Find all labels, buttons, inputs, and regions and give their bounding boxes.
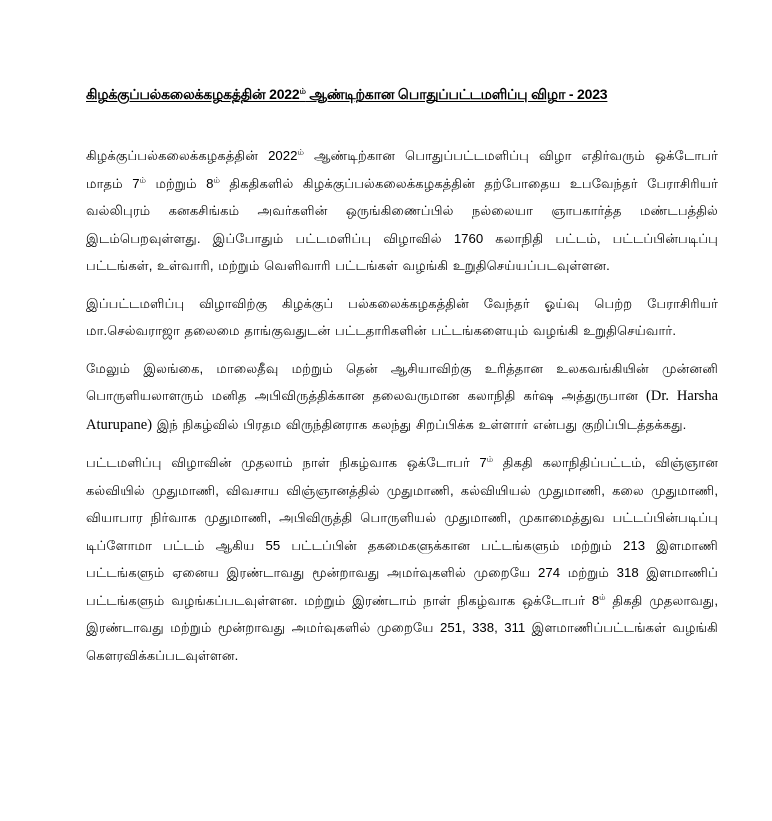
title-text-main: கிழக்குப்பல்கலைக்கழகத்தின் 2022	[86, 86, 300, 102]
p3-guest-name-latin: (Dr. Harsha Aturupane)	[86, 388, 718, 433]
p1-sup-c: ம்	[213, 175, 220, 185]
p1-text-b: ஆண்டிற்கான பொதுப்பட்டமளிப்பு விழா எதிர்வரும் ஒக்டோபர் மாதம் 7	[86, 148, 718, 191]
paragraph-3	[86, 355, 718, 440]
p4-text-c: திகதி முதலாவது, இரண்டாவது மற்றும் மூன்றாவது அமர்வுகளில் முறையே 251, 338, 311 இளமாணிப்பட்டங்கள் வழங்கி கௌரவிக்கப்படவுள்ளன.	[86, 592, 719, 663]
paragraph-1	[86, 142, 718, 280]
paragraph-4	[86, 449, 718, 669]
p4-text-b: திகதி கலாநிதிப்பட்டம், விஞ்ஞான கல்வியில் முதுமாணி, விவசாய விஞ்ஞானத்தில் முதுமாணி, கல்வியியல் முதுமாணி, கலை முதுமாணி, வியாபார நிர்வாக முதுமாணி, அபிவிருத்தி பொருளியல் முதுமாணி, முகாமைத்துவ பட்டப்பின்படிப்பு டிப்ளோமா பட்டம் ஆகிய 55 பட்டப்பின் தகமைகளுக்கான பட்டங்களும் மற்றும் 213 இளமாணி பட்டங்களும் ஏனைய இரண்டாவது மூன்றாவது அமர்வுகளில் முறையே 274 மற்றும் 318 இளமாணிப் பட்டங்களும் வழங்கப்படவுள்ளன. மற்றும் இரண்டாம் நாள் நிகழ்வாக ஒக்டோபர் 8	[86, 455, 718, 608]
p2-text: இப்பட்டமளிப்பு விழாவிற்கு கிழக்குப் பல்கலைக்கழகத்தின் வேந்தர் ஓய்வு பெற்ற பேராசிரியர் மா.செல்வராஜா தலைமை தாங்குவதுடன் பட்டதாரிகளின் பட்டங்களையும் வழங்கி உறுதிசெய்வார்.	[86, 295, 718, 338]
p4-sup-a: ம்	[486, 454, 494, 464]
title-superscript: ம்	[299, 86, 306, 96]
document-title	[86, 84, 718, 104]
p1-text-c: மற்றும் 8	[145, 175, 214, 191]
p1-sup-a: ம்	[297, 147, 304, 157]
title-text-rest: ஆண்டிற்கான பொதுப்பட்டமளிப்பு விழா - 2023	[305, 86, 608, 102]
p3-text-b: இந் நிகழ்வில் பிரதம விருந்தினராக கலந்து சிறப்பிக்க உள்ளார் என்பது குறிப்பிடத்தக்கது.	[152, 416, 687, 432]
p4-sup-b: ம்	[599, 592, 606, 602]
paragraph-2	[86, 290, 718, 345]
p4-text-a: பட்டமளிப்பு விழாவின் முதலாம் நாள் நிகழ்வாக ஒக்டோபர் 7	[86, 455, 487, 470]
p1-text-a: கிழக்குப்பல்கலைக்கழகத்தின் 2022	[86, 148, 298, 163]
p1-text-d: திகதிகளில் கிழக்குப்பல்கலைக்கழகத்தின் தற்போதைய உபவேந்தர் பேராசிரியர் வல்லிபுரம் கனகசிங்கம் அவர்களின் ஒருங்கிணைப்பில் நல்லையா ஞாபகார்த்த மண்டபத்தில் இடம்பெறவுள்ளது. இப்போதும் பட்டமளிப்பு விழாவில் 1760 கலாநிதி பட்டம், பட்டப்பின்படிப்பு பட்டங்கள், உள்வாரி, மற்றும் வெளிவாரி பட்டங்கள் வழங்கி உறுதிசெய்யப்படவுள்ளன.	[86, 175, 719, 273]
document-page	[86, 84, 718, 679]
p1-sup-b: ம்	[139, 175, 146, 185]
p3-text-a: மேலும் இலங்கை, மாலைதீவு மற்றும் தென் ஆசியாவிற்கு உரித்தான உலகவங்கியின் முன்னனி பொருளியலாளரும் மனித அபிவிருத்திக்கான தலைவருமான கலாநிதி கர்ஷ அத்துருபான	[86, 360, 718, 403]
